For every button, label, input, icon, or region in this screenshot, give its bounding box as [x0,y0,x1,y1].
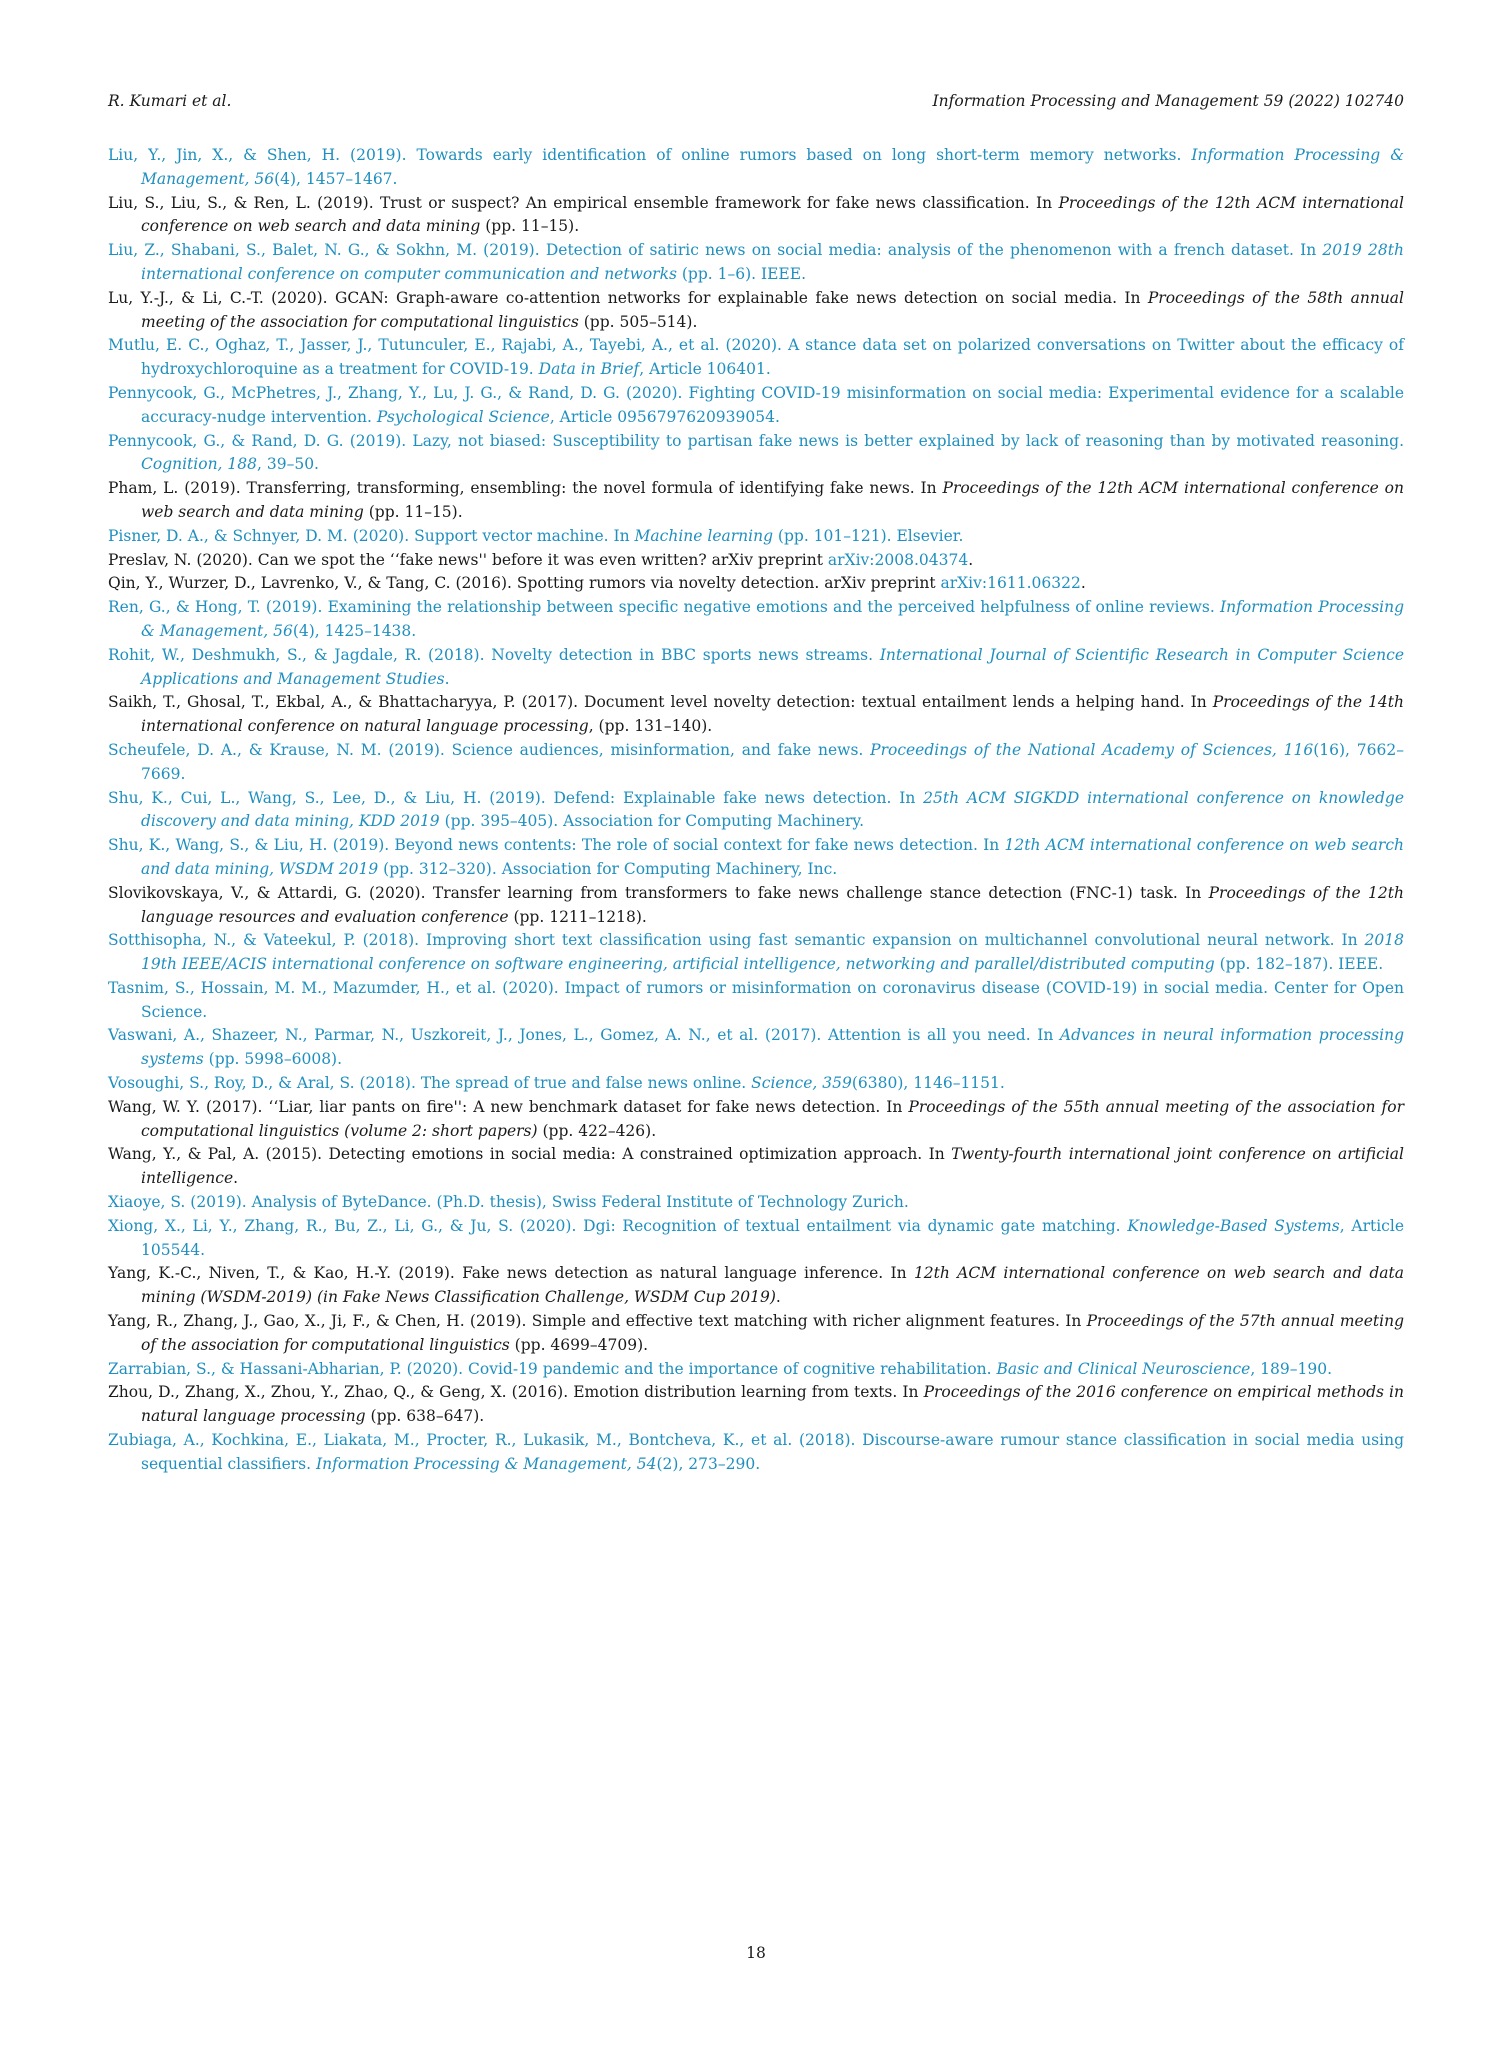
reference-text: (pp. 1–6). IEEE. [676,264,806,283]
reference-text: (16), 7662–7669. [141,740,1404,783]
reference-entry [108,192,1404,240]
reference-venue: Information Processing & Management, 56 [141,146,1405,188]
reference-entry [108,287,1404,335]
reference-text: Wang, W. Y. (2017). ‘‘Liar, liar pants on fire'': A new benchmark dataset for fake news detection. In [108,1097,909,1116]
reference-venue: Proceedings of the 12th language resources and evaluation conference [141,883,1404,926]
reference-text: Pham, L. (2019). Transferring, transforming, ensembling: the novel formula of identifying fake news. In [108,479,943,498]
reference-text: (pp. 101–121). Elsevier. [773,526,964,545]
reference-venue: Machine learning [634,526,773,545]
reference-venue: Proceedings of the 12th ACM international conference on web search and data mining [141,193,1404,236]
reference-text: (4), 1457–1467. [274,169,398,188]
reference-text: (6380), 1146–1151. [851,1074,1005,1093]
reference-text: (pp. 395–405). Association for Computing Machinery. [439,812,865,831]
reference-text: , Article 105544. [141,1216,1404,1259]
reference-text: , 189–190. [1250,1359,1333,1378]
reference-venue: 2019 28th international conference on computer communication and networks [141,241,1404,283]
reference-text: Shu, K., Wang, S., & Liu, H. (2019). Beyond news contents: The role of social context for fake news detection. In [108,836,1005,855]
reference-entry [108,1143,1404,1191]
reference-venue: Information Processing & Management, 54 [315,1454,657,1473]
reference-text: Tasnim, S., Hossain, M. M., Mazumder, H., et al. (2020). Impact of rumors or misinformation on coronavirus disease (COVID-19) in social media. Center for Open Science. [108,978,1404,1021]
reference-text: Preslav, N. (2020). Can we spot the ‘‘fake news'' before it was even written? arXiv preprint [108,550,828,569]
reference-venue: Psychological Science [376,407,550,426]
reference-entry[interactable] [108,1429,1404,1477]
reference-venue: Cognition, 188 [141,455,257,474]
reference-entry [108,477,1404,525]
reference-text: . [444,669,450,688]
reference-venue: Proceedings of the 58th annual meeting of the association for computational linguistics [141,288,1405,331]
reference-venue: Proceedings of the National Academy of Sciences, 116 [870,740,1314,759]
reference-entry [108,572,1404,596]
reference-entry [108,691,1404,739]
reference-text: Zhou, D., Zhang, X., Zhou, Y., Zhao, Q., & Geng, X. (2016). Emotion distribution learning from texts. In [108,1383,924,1402]
reference-entry [108,1096,1404,1144]
reference-entry[interactable] [108,787,1404,835]
reference-text: (pp. 5998–6008). [203,1050,343,1069]
reference-text: (pp. 182–187). IEEE. [1214,955,1384,974]
reference-venue: Proceedings of the 55th annual meeting of the association for computational linguistics (volume 2: short papers) [141,1097,1405,1140]
reference-entry[interactable] [108,739,1404,787]
reference-text: Pennycook, G., McPhetres, J., Zhang, Y., Lu, J. G., & Rand, D. G. (2020). Fighting COVID-19 misinformation on social media: Experimental evidence for a scalable accuracy-nudge intervention. [108,383,1404,426]
reference-venue: Information Processing & Management, 56 [141,598,1405,640]
reference-text: . [233,1169,239,1188]
reference-venue: Knowledge-Based Systems [1127,1216,1340,1235]
reference-text: , Article 0956797620939054. [549,407,780,426]
reference-venue: Proceedings of the 2016 conference on empirical methods in natural language processing [141,1383,1404,1426]
reference-text: Ren, G., & Hong, T. (2019). Examining the relationship between specific negative emotions and the perceived helpfulness of online reviews. [108,598,1220,617]
reference-text: Zarrabian, S., & Hassani-Abharian, P. (2020). Covid-19 pandemic and the importance of cognitive rehabilitation. [108,1359,997,1378]
reference-entry[interactable] [108,1358,1404,1382]
reference-text: (pp. 11–15). [363,502,463,521]
reference-text: , (pp. 131–140). [588,717,713,736]
reference-entry[interactable] [108,1215,1404,1263]
reference-entry[interactable] [108,1072,1404,1096]
reference-text: Yang, K.-C., Niven, T., & Kao, H.-Y. (2019). Fake news detection as natural language inference. In [108,1264,914,1283]
reference-entry[interactable] [108,144,1404,192]
reference-text: (pp. 505–514). [578,312,698,331]
reference-text: Vosoughi, S., Roy, D., & Aral, S. (2018). The spread of true and false news online. [108,1074,752,1093]
reference-text: (2), 273–290. [656,1454,761,1473]
reference-text: Mutlu, E. C., Oghaz, T., Jasser, J., Tutunculer, E., Rajabi, A., Tayebi, A., et al. (2020). A stance data set on polarized conversations on Twitter about the efficacy of hydroxychloroquine as a treatment for COVID-19. [108,336,1404,379]
reference-text: , Article 106401. [639,360,771,379]
reference-text: Xiong, X., Li, Y., Zhang, R., Bu, Z., Li, G., & Ju, S. (2020). Dgi: Recognition of textual entailment via dynamic gate matching. [108,1216,1128,1235]
reference-text: Pennycook, G., & Rand, D. G. (2019). Lazy, not biased: Susceptibility to partisan fake news is better explained by lack of reasoning than by motivated reasoning. [108,431,1404,450]
reference-entry[interactable] [108,430,1404,478]
reference-text: . [1080,574,1086,593]
reference-text: Yang, R., Zhang, J., Gao, X., Ji, F., & Chen, H. (2019). Simple and effective text matching with richer alignment features. In [108,1312,1087,1331]
reference-text: Lu, Y.-J., & Li, C.-T. (2020). GCAN: Graph-aware co-attention networks for explainable fake news detection on social media. In [108,288,1148,307]
reference-entry[interactable] [108,1024,1404,1072]
reference-venue: Proceedings of the 57th annual meeting of the association for computational linguistics [141,1312,1404,1354]
reference-venue: Proceedings of the 14th international conference on natural language processing [141,693,1404,736]
reference-text: Scheufele, D. A., & Krause, N. M. (2019). Science audiences, misinformation, and fake news. [108,740,871,759]
reference-venue: Twenty-fourth international joint conference on artificial intelligence [141,1145,1404,1188]
reference-entry[interactable] [108,596,1404,644]
reference-text: Liu, S., Liu, S., & Ren, L. (2019). Trust or suspect? An empirical ensemble framework for fake news classification. In [108,193,1059,212]
reference-text: (pp. 638–647). [365,1407,485,1426]
reference-text: . [968,550,974,569]
reference-entry [108,882,1404,930]
reference-text: Liu, Y., Jin, X., & Shen, H. (2019). Towards early identification of online rumors based on long short-term memory networks. [108,146,1192,164]
reference-text: Liu, Z., Shabani, S., Balet, N. G., & Sokhn, M. (2019). Detection of satiric news on social media: analysis of the phenomenon with a french dataset. In [108,241,1323,260]
reference-text: , 39–50. [257,455,319,474]
reference-venue: 25th ACM SIGKDD international conference on knowledge discovery and data mining, KDD 2019 [141,788,1404,831]
reference-entry[interactable] [108,1191,1404,1215]
reference-entry[interactable] [108,977,1404,1025]
reference-entry [108,1310,1404,1358]
reference-list [108,144,1404,1477]
reference-text: Shu, K., Cui, L., Wang, S., Lee, D., & Liu, H. (2019). Defend: Explainable fake news detection. In [108,788,924,807]
reference-venue: Advances in neural information processing systems [141,1026,1404,1069]
reference-entry [108,1262,1404,1310]
page-number: 18 [746,1944,766,1962]
reference-venue: Science, 359 [751,1074,852,1093]
reference-text: (pp. 4699–4709). [509,1335,649,1354]
reference-text: Pisner, D. A., & Schnyer, D. M. (2020). Support vector machine. In [108,526,635,545]
reference-text: (pp. 312–320). Association for Computing Machinery, Inc. [378,859,838,878]
reference-text: Xiaoye, S. (2019). Analysis of ByteDance. (Ph.D. thesis), Swiss Federal Institute of Technology Zurich. [108,1193,909,1212]
reference-text: Sotthisopha, N., & Vateekul, P. (2018). Improving short text classification using fast semantic expansion on multichannel convolutional neural network. In [108,931,1365,950]
reference-text: (pp. 422–426). [537,1121,657,1140]
reference-entry[interactable] [108,525,1404,549]
reference-venue: International Journal of Scientific Research in Computer Science Applications and Management Studies [141,645,1404,688]
reference-text: Rohit, W., Deshmukh, S., & Jagdale, R. (2018). Novelty detection in BBC sports news streams. [108,645,880,664]
reference-text: Vaswani, A., Shazeer, N., Parmar, N., Uszkoreit, J., Jones, L., Gomez, A. N., et al. (2017). Attention is all you need. In [108,1026,1060,1045]
reference-entry[interactable] [108,929,1404,977]
reference-venue: 2018 19th IEEE/ACIS international conference on software engineering, artificial intelligence, networking and parallel/distributed computing [141,931,1404,974]
reference-text: (pp. 11–15). [480,217,580,236]
reference-text: (4), 1425–1438. [292,621,417,640]
reference-venue: 12th ACM international conference on web search and data mining, WSDM 2019 [141,836,1405,878]
reference-entry[interactable] [108,834,1404,882]
running-header-journal: Information Processing and Management 59 (2022) 102740 [932,92,1404,110]
reference-entry[interactable] [108,382,1404,430]
reference-entry[interactable] [108,239,1404,287]
reference-venue: Basic and Clinical Neuroscience [996,1359,1251,1378]
arxiv-link[interactable]: arXiv:2008.04374 [827,550,969,569]
arxiv-link[interactable]: arXiv:1611.06322 [940,574,1081,593]
reference-text: Slovikovskaya, V., & Attardi, G. (2020). Transfer learning from transformers to fake news challenge stance detection (FNC-1) task. In [108,883,1209,902]
reference-venue: Proceedings of the 12th ACM international conference on web search and data mining [141,479,1404,521]
running-header-authors: R. Kumari et al. [108,92,232,110]
reference-entry [108,549,1404,573]
reference-venue: Data in Brief [538,360,640,379]
reference-entry[interactable] [108,644,1404,692]
reference-text: Saikh, T., Ghosal, T., Ekbal, A., & Bhattacharyya, P. (2017). Document level novelty detection: textual entailment lends a helping hand. In [108,693,1213,712]
reference-text: Qin, Y., Wurzer, D., Lavrenko, V., & Tang, C. (2016). Spotting rumors via novelty detection. arXiv preprint [108,574,941,593]
reference-text: Zubiaga, A., Kochkina, E., Liakata, M., Procter, R., Lukasik, M., Bontcheva, K., et al. (2018). Discourse-aware rumour stance classification in social media using sequential classifiers. [108,1431,1404,1473]
reference-text: Wang, Y., & Pal, A. (2015). Detecting emotions in social media: A constrained optimization approach. In [108,1145,952,1164]
reference-venue: 12th ACM international conference on web search and data mining (WSDM-2019) (in Fake News Classification Challenge, WSDM Cup 2019) [141,1264,1405,1307]
reference-text: (pp. 1211–1218). [508,907,647,926]
reference-entry[interactable] [108,334,1404,382]
reference-text: . [775,1288,781,1307]
reference-entry [108,1381,1404,1429]
